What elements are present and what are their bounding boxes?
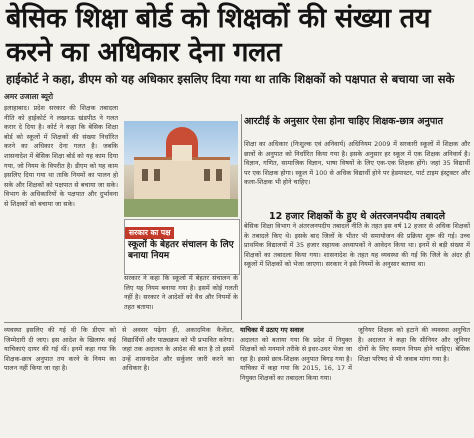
byline: अमर उजाला ब्यूरो (4, 92, 54, 101)
article-text: इलाहाबाद। प्रदेश सरकार की शिक्षक तबादला नीति को हाईकोर्ट ने लखनऊ खंडपीठ ने गलत करार दे दिया है। कोर्ट ने कहा कि बेसिक शिक्षा बोर्ड को स्कूलों में शिक्षकों की संख्या निर्धारित करने का अधिकार देना गलत है। जबकि शासनादेश में बेसिक शिक्षा बोर्ड को यह काम दिया गया, जो नियम के विपरीत है। डीएम को यह काम इसलिए दिया गया था ताकि नियमों का पालन हो सके और शिक्षकों को पक्षपात से बचाया जा सके। विभाग के अधिकारियों के पक्षपात और दुर्भावना से शिक्षकों को बचाया जा सके। (4, 104, 118, 208)
lower-column-2 (122, 326, 234, 436)
rte-heading: आरटीई के अनुसार ऐसा होना चाहिए शिक्षक-छात्र अनुपात (244, 116, 444, 127)
section-divider (4, 322, 470, 323)
lower-paragraph-1: व्यवस्था इसलिए की गई थी कि डीएम को जिम्मेदारी दी जाए। इस आदेश के खिलाफ कई याचिकाएं दायर की गई थीं। इनमें कहा गया कि शिक्षक-छात्र अनुपात तय करने के नियम का पालन नहीं किया जा रहा है। (4, 326, 116, 373)
lower-column-3 (240, 326, 352, 436)
transfer-paragraph: बेसिक शिक्षा विभाग ने अंतरजनपदीय तबादले नीति के तहत इस वर्ष 12 हजार से अधिक शिक्षकों के तबादले किए थे। इसके बाद जिलों के भीतर भी समायोजन की प्रक्रिया शुरू की गई। उच्च प्राथमिक विद्यालयों में 35 हजार सहायक अध्यापकों ने आवेदन किया था। इनमें से बड़ी संख्या में शिक्षकों का तबादला किया गया। शासनादेश के तहत यह व्यवस्था की गई कि जिले के अंदर ही स्कूलों में शिक्षकों को भेजा जाएगा। सरकार ने इसे नियमों के अनुसार बताया था। (244, 222, 470, 269)
court-building-photo (124, 121, 238, 217)
article-column-1 (4, 104, 118, 322)
lower-paragraph-4: जूनियर शिक्षक को हटाने की व्यवस्था अनुचित है। अदालत ने कहा कि सीनियर और जूनियर दोनों के लिए समान नियम होने चाहिए। बेसिक शिक्षा परिषद से भी जवाब मांगा गया है। (358, 326, 470, 363)
box-paragraph: सरकार ने कहा कि स्कूलों में बेहतर संचालन के लिए यह नियम बनाया गया है। इसमें कोई गलती नहीं है। सरकार ने आदेशों को वैध और नियमों के तहत बताया। (124, 274, 238, 311)
lower-paragraph-3: अदालत को बताया गया कि प्रदेश में नियुक्त शिक्षकों को मनमाने तरीके से इधर-उधर भेजा जा रहा है। इससे छात्र-शिक्षक अनुपात बिगड़ गया है। याचिका में कहा गया कि 2015, 16, 17 में नियुक्त शिक्षकों का तबादला किया गया। (240, 335, 352, 382)
column-divider (241, 114, 242, 320)
box-text (124, 274, 238, 322)
transfer-body (244, 222, 470, 314)
transfer-heading: 12 हजार शिक्षकों के हुए थे अंतरजनपदीय तबादले (268, 211, 446, 222)
government-side-box (124, 219, 240, 275)
rte-paragraph: शिक्षा का अधिकार (निःशुल्क एवं अनिवार्य) अधिनियम 2009 में सरकारी स्कूलों में शिक्षक और छात्रों के अनुपात को निर्धारित किया गया है। इसके अनुसार हर स्कूल में एक शिक्षक अनिवार्य है। विज्ञान, गणित, सामाजिक विज्ञान, भाषा विषयों के लिए एक-एक शिक्षक होंगे। जहां 35 विद्यार्थी पर एक शिक्षक होगा। स्कूल में 100 से अधिक विद्यार्थी होने पर हेडमास्टर, पार्ट टाइम इंस्ट्रक्टर और कला-शिक्षक भी होने चाहिए। (244, 140, 470, 187)
section-tag: सरकार का पक्ष (125, 227, 174, 239)
headline: बेसिक शिक्षा बोर्ड को शिक्षकों की संख्या तय करने का अधिकार देना गलत (6, 3, 431, 68)
subheadline: हाईकोर्ट ने कहा, डीएम को यह अधिकार इसलिए दिया गया था ताकि शिक्षकों को पक्षपात से बचाया जा सके (6, 72, 455, 86)
lower-column-4 (358, 326, 470, 436)
lower-column-1 (4, 326, 116, 436)
rte-body (244, 140, 470, 210)
box-heading: स्कूलों के बेहतर संचालन के लिए बनाया नियम (128, 240, 234, 261)
lower-paragraph-2: से अवसर पढ़ेगा ही, अकादमिक कैलेंडर, विद्यार्थियों और पाठ्यक्रम को भी प्रभावित करेगा। जहां तक अदालत के आदेश की बात है तो इसमें उन्हें शासनादेश और सर्कुलर जारी करने का अधिकार है। (122, 326, 234, 373)
petition-heading: याचिका में उठाए गए सवाल (240, 326, 304, 334)
